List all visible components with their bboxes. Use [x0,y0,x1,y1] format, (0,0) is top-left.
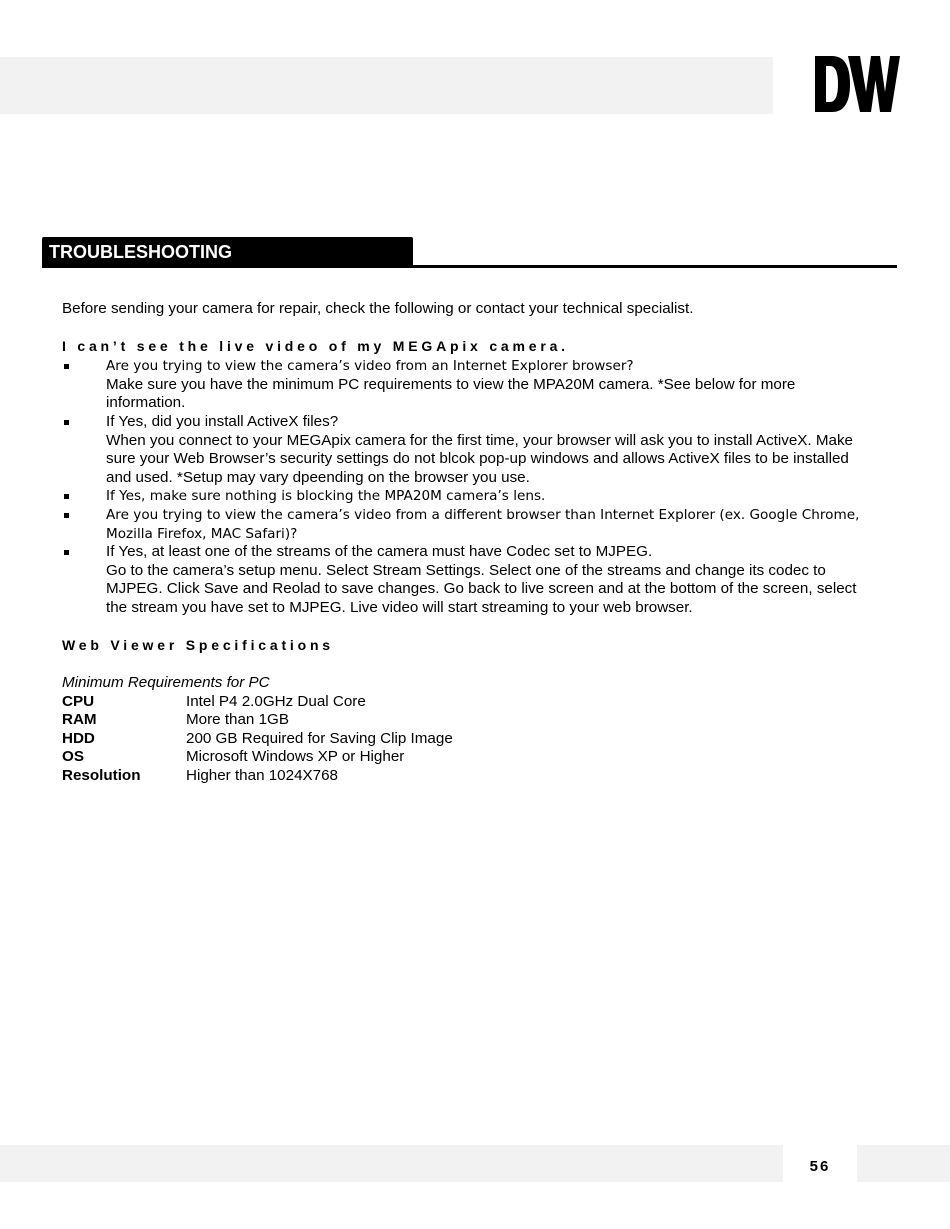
spec-value: 200 GB Required for Saving Clip Image [186,729,453,747]
bullet-icon [64,513,69,518]
item-lead: Are you trying to view the camera’s video from a different browser than Internet Explorer (ex. Google Chrome, Mozilla Firefox, MAC Safari)? [106,506,860,542]
list-item [62,357,872,413]
spec-row [62,730,872,749]
list-item [62,543,872,617]
section-title: TROUBLESHOOTING [42,237,413,268]
spec-value: Higher than 1024X768 [186,767,338,785]
list-item [62,413,872,487]
header-band [0,57,773,114]
spec-row [62,693,872,712]
spec-key: HDD [62,729,95,747]
spec-key: CPU [62,692,95,710]
item-body: Make sure you have the minimum PC requirements to view the MPA20M camera. *See below for more information. [106,375,796,412]
page-number: 56 [809,1158,831,1175]
spec-value: Intel P4 2.0GHz Dual Core [186,692,366,710]
spec-caption: Minimum Requirements for PC [62,674,270,692]
spec-row [62,711,872,730]
spec-table [62,674,872,786]
bullet-icon [64,420,69,425]
item-lead: If Yes, make sure nothing is blocking the MPA20M camera’s lens. [106,488,546,505]
dw-logo [814,52,900,116]
live-video-heading: I can’t see the live video of my MEGApix camera. [62,337,569,354]
list-item [62,487,872,506]
section-divider [42,265,897,268]
bullet-icon [64,364,69,369]
web-viewer-heading: Web Viewer Specifications [62,636,334,653]
footer-band-right [857,1145,950,1182]
content [62,300,872,786]
spec-row [62,767,872,786]
spec-value: Microsoft Windows XP or Higher [186,748,405,766]
spec-key: Resolution [62,767,141,785]
spec-value: More than 1GB [186,711,289,729]
item-body: Go to the camera’s setup menu. Select Stream Settings. Select one of the streams and change its codec to MJPEG. Click Save and Reolad to save changes. Go back to live screen and at the bottom of the screen, select the stream you have set to MJPEG. Live video will start streaming to your web browser. [106,561,857,616]
spec-row [62,748,872,767]
bullet-icon [64,494,69,499]
footer-band [0,1145,783,1182]
troubleshooting-list [62,357,872,617]
spec-key: RAM [62,711,97,729]
intro-text: Before sending your camera for repair, check the following or contact your technical specialist. [62,300,694,317]
item-body: When you connect to your MEGApix camera for the first time, your browser will ask you to install ActiveX. Make sure your Web Browser’s security settings do not blcok pop-up windows and allows ActiveX files to be installed and used. *Setup may vary dpeending on the browser you use. [106,431,854,486]
item-lead: If Yes, at least one of the streams of the camera must have Codec set to MJPEG. [106,543,653,561]
item-lead: Are you trying to view the camera’s video from an Internet Explorer browser? [106,358,634,375]
list-item [62,506,872,543]
item-lead: If Yes, did you install ActiveX files? [106,412,339,430]
spec-key: OS [62,748,84,766]
bullet-icon [64,550,69,555]
